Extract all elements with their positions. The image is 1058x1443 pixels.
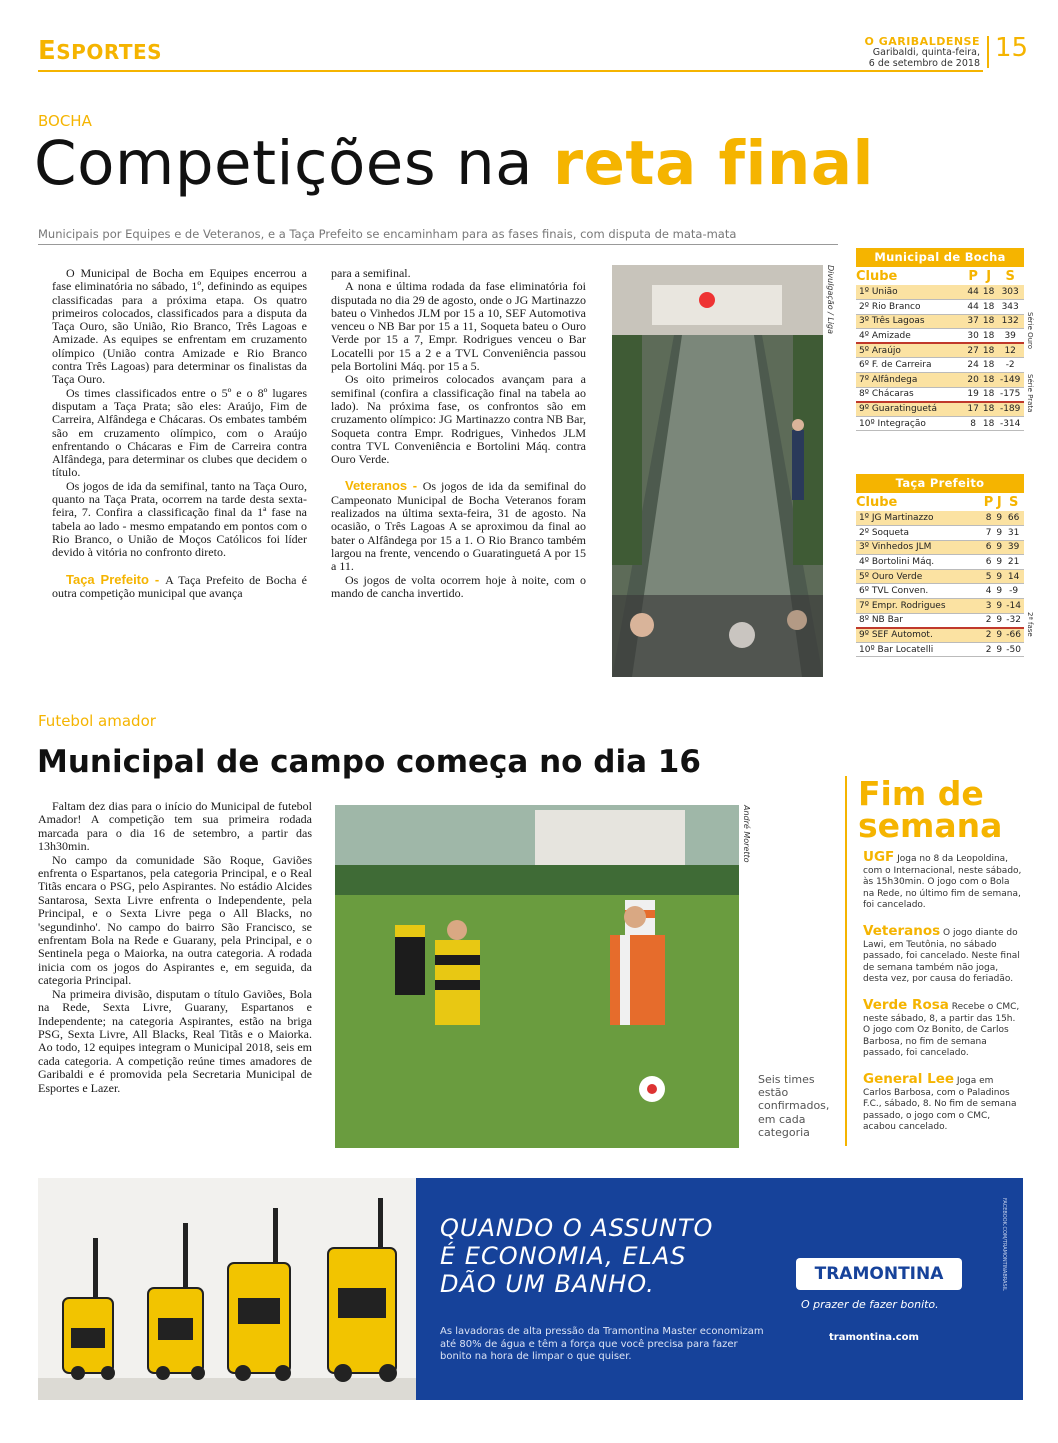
table-cell-value: 20 <box>965 373 980 388</box>
table-cell-value: -32 <box>1003 613 1024 628</box>
table-cell-value: -14 <box>1003 599 1024 614</box>
table-cell-value: 18 <box>981 387 996 402</box>
tramontina-advertisement[interactable] <box>38 1178 1023 1400</box>
serie-prata-label: Série Prata <box>1026 374 1034 413</box>
bocha-photo-credit: Divulgação / Liga <box>826 265 835 335</box>
tramontina-logo: TRAMONTINA <box>796 1258 962 1290</box>
table-cell-value: 18 <box>981 358 996 373</box>
table-cell-club: 1º JG Martinazzo <box>856 511 982 526</box>
fim-de-semana-title: Fim de semana <box>858 774 1003 845</box>
table-cell-club: 2º Soqueta <box>856 526 982 541</box>
table-cell-value: 9 <box>995 642 1003 657</box>
table-cell-club: 10º Bar Locatelli <box>856 642 982 657</box>
table-cell-club: 3º Vinhedos JLM <box>856 540 982 555</box>
table-cell-value: 18 <box>981 285 996 300</box>
table-cell-value: 132 <box>996 314 1024 329</box>
table-row <box>856 314 1024 329</box>
table-row <box>856 584 1024 599</box>
location-date-line-2: 6 de setembro de 2018 <box>868 58 980 69</box>
table-row <box>856 555 1024 570</box>
table-cell-value: 37 <box>965 314 980 329</box>
ad-url-link[interactable]: tramontina.com <box>829 1332 919 1343</box>
location-date-line-1: Garibaldi, quinta-feira, <box>872 47 980 58</box>
table-cell-value: 19 <box>965 387 980 402</box>
table-row <box>856 402 1024 417</box>
table-cell-value: 9 <box>995 599 1003 614</box>
page-number-separator <box>987 36 989 68</box>
bocha-court-photo <box>612 265 823 677</box>
table-cell-value: 18 <box>981 373 996 388</box>
table-cell-value: 9 <box>995 569 1003 584</box>
table-cell-value: 66 <box>1003 511 1024 526</box>
table-cell-value: 303 <box>996 285 1024 300</box>
table-cell-club: 9º SEF Automot. <box>856 628 982 643</box>
col-header-s: S <box>1008 494 1019 510</box>
table-row <box>856 642 1024 657</box>
segunda-fase-label: 2ª fase <box>1026 612 1034 637</box>
table-cell-value: 8 <box>965 416 980 431</box>
table-cell-value: -149 <box>996 373 1024 388</box>
table-cell-value: 9 <box>995 584 1003 599</box>
table-cell-club: 4º Amizade <box>856 329 965 344</box>
col-header-clube: Clube <box>856 268 898 284</box>
table-cell-club: 2º Rio Branco <box>856 300 965 315</box>
table-cell-club: 3º Três Lagoas <box>856 314 965 329</box>
ad-body-text: As lavadoras de alta pressão da Tramontina Master economizam até 80% de água e têm a força que você precisa para fazer bonito na hora de limpar o que quiser. <box>440 1326 764 1362</box>
table-cell-value: 3 <box>982 599 995 614</box>
futebol-photo-caption: Seis times estão confirmados, em cada categoria <box>758 1073 830 1139</box>
table-cell-value: 21 <box>1003 555 1024 570</box>
bocha-kicker: BOCHA <box>38 112 92 130</box>
header-rule <box>38 70 983 72</box>
table-cell-value: 18 <box>981 416 996 431</box>
table-cell-value: 30 <box>965 329 980 344</box>
serie-ouro-label: Série Ouro <box>1026 312 1034 350</box>
table-cell-value: -189 <box>996 402 1024 417</box>
fds-item-general-lee: General Lee Joga em Carlos Barbosa, com o Paladinos F.C., sábado, 8. No fim de semana passado, o jogo com o CMC, acabou cancelado. <box>863 1071 1017 1132</box>
table-cell-value: 27 <box>965 343 980 358</box>
table-cell-value: 17 <box>965 402 980 417</box>
table-cell-value: -2 <box>996 358 1024 373</box>
table-row <box>856 613 1024 628</box>
futebol-match-photo <box>335 805 739 1148</box>
table-cell-club: 6º TVL Conven. <box>856 584 982 599</box>
table-cell-value: 39 <box>1003 540 1024 555</box>
table-cell-value: 4 <box>982 584 995 599</box>
taca-prefeito-table <box>856 474 1024 657</box>
table-cell-club: 10º Integração <box>856 416 965 431</box>
table-row <box>856 300 1024 315</box>
bocha-headline: Competições na reta final <box>34 128 874 199</box>
table-cell-value: 9 <box>995 526 1003 541</box>
table-row <box>856 329 1024 344</box>
table-cell-value: 6 <box>982 540 995 555</box>
ad-slogan: O prazer de fazer bonito. <box>801 1298 939 1311</box>
table-cell-value: 18 <box>981 343 996 358</box>
table-row <box>856 343 1024 358</box>
table-cell-value: 24 <box>965 358 980 373</box>
table-cell-value: -314 <box>996 416 1024 431</box>
masthead <box>865 36 980 69</box>
table-cell-value: 7 <box>982 526 995 541</box>
table-cell-value: 2 <box>982 613 995 628</box>
page-number: 15 <box>995 33 1029 63</box>
col-header-j: J <box>986 268 992 284</box>
table-cell-club: 8º NB Bar <box>856 613 982 628</box>
table-row <box>856 511 1024 526</box>
table-cell-value: 39 <box>996 329 1024 344</box>
bocha-column-2: para a semifinal. A nona e última rodada da fase eliminatória foi disputada no dia 29 de agosto, onde o JG Martinazzo bateu o Vinhedos JLM por 15 a 10, SEF Automotiva venceu o NB Bar por 15 a 11, Soqueta bateu o Ouro Verde por 15 a 7, Empr. Rodrigues venceu o Bar Locatelli por 15 a 2 e a TVL Conveniência passou pela Bortolini Máq. por 15 a 5. Os oito primeiros colocados avançam para a semifinal (confira a classificação final na tabela ao lado). Na próxima fase, os confrontos são em cruzamento olímpico: JG Martinazzo contra NB Bar, Soqueta contra Empr. Rodrigues, Vinhedos JLM contra TVL Conveniência e Bortolini Máq. contra Ouro Verde. Veteranos - Os jogos de ida da semifinal do Campeonato Municipal de Bocha Veteranos foram realizados na última sexta-feira, 31 de agosto. Na ocasião, o Três Lagoas A se aproximou da final ao bater o Alfândega por 15 a 1. O Rio Branco também largou na frente, vencendo o Guaratinguetá A por 15 a 11. Os jogos de volta ocorrem hoje à noite, com o mando de cancha invertido. <box>331 266 586 600</box>
table-row <box>856 540 1024 555</box>
table-cell-club: 8º Chácaras <box>856 387 965 402</box>
table-cell-club: 9º Guaratinguetá <box>856 402 965 417</box>
ad-copy-panel <box>416 1178 1023 1400</box>
table-cell-value: -66 <box>1003 628 1024 643</box>
subhead-rule <box>38 244 838 245</box>
table-cell-value: 2 <box>982 642 995 657</box>
bocha-court-illustration <box>612 265 823 677</box>
table-cell-value: 343 <box>996 300 1024 315</box>
col-header-j: J <box>996 494 1002 510</box>
col-header-p: P <box>983 494 994 510</box>
futebol-headline: Municipal de campo começa no dia 16 <box>37 744 701 780</box>
table-cell-value: 18 <box>981 314 996 329</box>
table-row <box>856 387 1024 402</box>
futebol-photo-credit: André Moretto <box>742 805 751 863</box>
table-cell-value: -50 <box>1003 642 1024 657</box>
bocha-subhead: Municipais por Equipes e de Veteranos, e a Taça Prefeito se encaminham para as fases finais, com disputa de mata-mata <box>38 227 737 241</box>
table-cell-value: -175 <box>996 387 1024 402</box>
municipal-table-body <box>856 285 1024 431</box>
fds-item-ugf: UGF Joga no 8 da Leopoldina, com o Internacional, neste sábado, às 15h30min. O jogo com o Bola na Rede, no último fim de semana, foi cancelado. <box>863 849 1022 910</box>
table-cell-value: 2 <box>982 628 995 643</box>
table-row <box>856 628 1024 643</box>
table-row <box>856 373 1024 388</box>
municipal-table-title: Municipal de Bocha <box>856 248 1024 267</box>
taca-table-title: Taça Prefeito <box>856 474 1024 493</box>
fds-item-veteranos: Veteranos O jogo diante do Lawi, em Teutônia, no sábado passado, foi cancelado. Neste final de semana também não joga, desta vez, por causa do feriadão. <box>863 923 1020 984</box>
ad-social-handle: FACEBOOK.COM/TRAMONTINABRASIL <box>1001 1198 1007 1291</box>
table-cell-club: 7º Alfândega <box>856 373 965 388</box>
table-cell-value: 18 <box>981 300 996 315</box>
table-cell-club: 5º Ouro Verde <box>856 569 982 584</box>
bocha-column-1: O Municipal de Bocha em Equipes encerrou a fase eliminatória no sábado, 1º, definindo as equipes classificadas para a próxima etapa. Os quatro primeiros colocados, classificados para a disputa da Taça Ouro, são União, Rio Branco, Três Lagoas e Amizade. As equipes se enfrentam em cruzamento olímpico (União contra Amizade e Rio Branco contra Três Lagoas) para determinar os finalistas da Taça Ouro. Os times classificados entre o 5º e o 8º lugares disputam a Taça Prata; são eles: Araújo, Fim de Carreira, Alfândega e Chácaras. Os embates também são em cruzamento olímpico, com o Araújo enfrentando o Chácaras e Fim de Carreira contra Alfândega, para determinar os clubes que decidem o título. Os jogos de ida da semifinal, tanto na Taça Ouro, quanto na Taça Prata, ocorrem na tarde desta sexta-feira, 7. Confira a classificação final da 1ª fase na tabela ao lado - mesmo empatando em pontos com o Rio Branco, o União de Moços Católicos foi líder devido à vitória no confronto direto. Taça Prefeito - A Taça Prefeito de Bocha é outra competição municipal que avança <box>52 266 307 600</box>
ad-product-image <box>38 1178 416 1400</box>
table-cell-value: 9 <box>995 613 1003 628</box>
table-cell-value: 18 <box>981 329 996 344</box>
table-cell-value: 8 <box>982 511 995 526</box>
ad-headline: QUANDO O ASSUNTO É ECONOMIA, ELAS DÃO UM BANHO. <box>440 1214 714 1298</box>
table-row <box>856 526 1024 541</box>
futebol-match-illustration <box>335 805 739 1148</box>
table-cell-value: 44 <box>965 300 980 315</box>
table-cell-value: 9 <box>995 540 1003 555</box>
table-cell-value: 18 <box>981 402 996 417</box>
table-cell-value: 9 <box>995 555 1003 570</box>
table-cell-club: 6º F. de Carreira <box>856 358 965 373</box>
futebol-column: Faltam dez dias para o início do Municipal de futebol Amador! A competição tem sua primeira rodada marcada para o dia 16 de setembro, a partir das 13h30min. No campo da comunidade São Roque, Gaviões enfrenta o Espartanos, pela categoria Principal, e o Real Titãs encara o PSG, pelo Aspirantes. No estádio Alcides Santarosa, Sexta Livre enfrenta o Independente, pela Principal, e o Sexta Livre pega o All Blacks, no 'segundinho'. No campo do bairro São Francisco, se enfrentam Bola na Rede e Guarany, pela Principal, e o Sentinela pega o Maiorka, na outra categoria. A rodada inicia com os jogos do Aspirantes e, em seguida, da categoria Principal. Na primeira divisão, disputam o título Gaviões, Bola na Rede, Sexta Livre, Guarany, Espartanos e Independente; na categoria Aspirantes, estão na briga PSG, Sexta Livre, All Blacks, Real Titãs e o Maiorka. Ao todo, 12 equipes integram o Municipal 2018, seis em cada categoria. A competição reúne times amadores de Garibaldi e é promovida pela Secretaria Municipal de Esportes e Lazer. <box>38 799 312 1095</box>
col-header-s: S <box>1005 268 1015 284</box>
col-header-clube: Clube <box>856 494 898 510</box>
table-cell-value: 12 <box>996 343 1024 358</box>
table-row <box>856 285 1024 300</box>
publication-name: O GARIBALDENSE <box>864 35 980 48</box>
municipal-bocha-table <box>856 248 1024 431</box>
table-cell-club: 1º União <box>856 285 965 300</box>
table-cell-value: 9 <box>995 511 1003 526</box>
table-cell-value: 31 <box>1003 526 1024 541</box>
taca-table-body <box>856 511 1024 657</box>
pressure-washers-illustration <box>38 1178 416 1400</box>
table-cell-value: 44 <box>965 285 980 300</box>
col-header-p: P <box>968 268 978 284</box>
table-row <box>856 569 1024 584</box>
table-cell-club: 7º Empr. Rodrigues <box>856 599 982 614</box>
futebol-kicker: Futebol amador <box>38 712 156 730</box>
table-row <box>856 358 1024 373</box>
table-cell-club: 4º Bortolini Máq. <box>856 555 982 570</box>
table-cell-value: 14 <box>1003 569 1024 584</box>
table-cell-value: 9 <box>995 628 1003 643</box>
table-cell-value: 6 <box>982 555 995 570</box>
table-cell-value: 5 <box>982 569 995 584</box>
table-row <box>856 599 1024 614</box>
section-label: ESPORTES <box>38 36 163 66</box>
table-row <box>856 416 1024 431</box>
table-cell-value: -9 <box>1003 584 1024 599</box>
fds-item-verde-rosa: Verde Rosa Recebe o CMC, neste sábado, 8, a partir das 15h. O jogo com Oz Bonito, de Carlos Barbosa, no fim de semana passado, foi cancelado. <box>863 997 1020 1058</box>
table-cell-club: 5º Araújo <box>856 343 965 358</box>
